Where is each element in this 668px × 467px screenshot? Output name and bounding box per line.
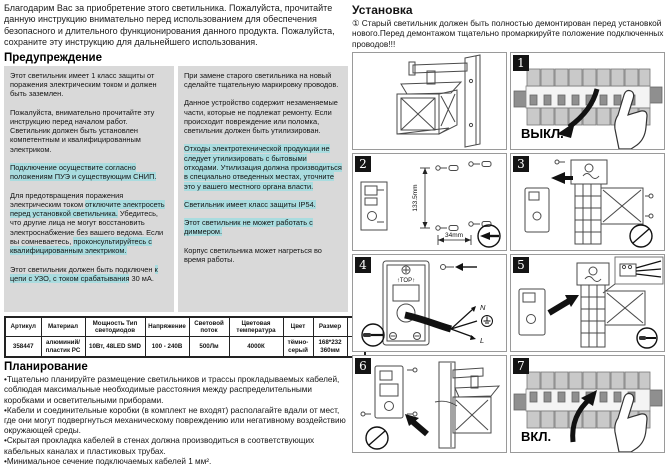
install-title: Установка: [352, 3, 413, 17]
planning-bullet: •Скрытая прокладка кабелей в стенах должна производиться в соответствующих кабельных каналах и пластиковых трубах.: [4, 436, 315, 456]
step-number-badge: 5: [513, 257, 529, 273]
plain-text: 30 мА.: [129, 273, 154, 283]
vertical-dimension-label: 133.5mm: [412, 184, 419, 212]
warning-title: Предупреждение: [4, 51, 102, 64]
highlighted-text: отключите электросеть перед установкой светильника.: [10, 199, 165, 219]
install-steps-grid: [352, 52, 665, 453]
highlighted-text: Подключение осуществите согласно положениям ПУЭ и существующим СНИП.: [10, 163, 157, 182]
cell-article: 358447: [5, 337, 41, 357]
col-header: Световой поток: [189, 317, 229, 337]
planning-bullet: •Минимальное сечение подключаемых кабелей 1 мм².: [4, 456, 212, 466]
drilling-dimensions-illustration: [353, 154, 506, 250]
warning-box-right: [178, 66, 348, 312]
col-header: Материал: [41, 317, 85, 337]
step-number-badge: 1: [513, 55, 529, 71]
highlighted-text: проконсультируйтесь с квалифицированным электриком.: [10, 237, 152, 256]
warning-paragraph: Этот светильник имеет 1 класс защиты от поражения электрическим током и должен быть заземлен.: [10, 70, 157, 99]
planning-list: [4, 375, 349, 467]
step-3-detach-plate: [510, 153, 665, 251]
col-header: Мощность Тип светодиодов: [85, 317, 145, 337]
wall-plate-wiring-illustration: [353, 255, 506, 351]
wire-connection-illustration: [511, 255, 664, 351]
step-number-badge: 3: [513, 156, 529, 172]
step-5-connect-wires: [510, 254, 665, 352]
mount-lantern-illustration: [353, 356, 506, 452]
plain-text: Этот светильник должен быть подключен: [10, 264, 155, 274]
old-wall-lantern-illustration: [353, 53, 506, 149]
highlighted-text: к цепи с УЗО, с током срабатывания: [10, 264, 158, 283]
cell-voltage: 100 - 240В: [145, 337, 189, 357]
warning-paragraph-highlighted: [184, 200, 342, 209]
wire-l-label: L: [480, 336, 485, 346]
specs-table: [4, 316, 366, 359]
warning-paragraph: Пожалуйста, внимательно прочитайте эту инструкцию перед началом работ. Светильник должен быть установлен компетентным и квалифицированным электриком.: [10, 107, 155, 154]
col-header: Артикул: [5, 317, 41, 337]
wire-n-label: N: [480, 303, 486, 313]
cell-size: 168*232 360мм: [313, 337, 347, 357]
warning-paragraph: При замене старого светильника на новый сделайте тщательную маркировку проводов.: [184, 70, 339, 89]
install-note: ① Старый светильник должен быть полностью демонтирован перед установкой нового.Перед демонтажом тщательно промаркируйте положение подключенных проводов!!!: [352, 18, 664, 49]
col-header: Цвет: [283, 317, 313, 337]
step-2-drilling-template: [352, 153, 507, 251]
highlighted-text: Отходы электротехнической продукции не следует утилизировать с бытовыми отходами. Утилизация должна производиться в специально отведенных местах, уточните это у вашего местного органа власти.: [184, 144, 342, 191]
col-header: Напряжение: [145, 317, 189, 337]
right-column: [352, 3, 665, 453]
top-orientation-label: ↑TOP↑: [396, 278, 416, 285]
warning-paragraph: [10, 191, 168, 256]
step-number-badge: 2: [355, 156, 371, 172]
step-number-badge: 4: [355, 257, 371, 273]
table-header-row: [5, 317, 365, 337]
warning-paragraph: Корпус светильника может нагреться во время работы.: [184, 245, 322, 265]
highlighted-text: Светильник имеет класс защиты IP54.: [184, 199, 316, 209]
warning-section: [4, 66, 349, 312]
planning-bullet: •Тщательно планируйте размещение светильников и трассы прокладываемых кабелей, соблюдая максимальные необходимые расстояния между распределительными коробками и осветительными приборами.: [4, 375, 340, 405]
warning-paragraph-highlighted: [184, 144, 342, 190]
highlighted-text: Этот светильник не может работать с диммером.: [184, 218, 313, 237]
warning-box-left: [4, 66, 174, 312]
cell-flux: 500Лм: [189, 337, 229, 357]
plain-text: Для предотвращения поражения электрическим током: [10, 190, 124, 209]
left-column: [4, 3, 349, 467]
step-old-lamp-diagram: [352, 52, 507, 150]
horizontal-dimension-label: 34mm: [444, 232, 464, 240]
cell-color: тёмно-серый: [283, 337, 313, 357]
power-off-label: ВЫКЛ.: [521, 126, 564, 142]
planning-title: Планирование: [4, 361, 88, 374]
cell-temperature: 4000К: [229, 337, 283, 357]
warning-paragraph-highlighted: [184, 218, 342, 237]
col-header: Размер: [313, 317, 347, 337]
step-4-fix-plate-wiring: [352, 254, 507, 352]
planning-bullet: •Кабели и соединительные коробки (в комплект не входят) располагайте вдали от мест, где они могут подвергнуться механическому повреждению или негативному воздействию окружающей среды.: [4, 405, 346, 436]
table-row: [5, 337, 365, 357]
detach-mounting-plate-illustration: [511, 154, 664, 250]
cell-material: алюминий/ пластик PC: [41, 337, 85, 357]
step-1-power-off: [510, 52, 665, 150]
intro-paragraph: Благодарим Вас за приобретение этого светильника. Пожалуйста, прочитайте данную инструкцию внимательно перед использованием для обеспечения безопасного и длительного функционирования данного продукта. Пожалуйста, сохраните эту инструкцию для дальнейшего использования.: [4, 3, 335, 48]
step-number-badge: 6: [355, 358, 371, 374]
warning-paragraph-highlighted: [10, 163, 168, 182]
power-on-label: ВКЛ.: [521, 429, 552, 445]
plain-text: Убедитесь, что другие лица не могут восстановить электроснабжение без вашего ведома. Если вы сомневаетесь,: [10, 209, 164, 247]
step-6-mount-lantern: [352, 355, 507, 453]
warning-paragraph: Данное устройство содержит незаменяемые части, которые не подлежат ремонту. Если происходит повреждение или поломка, светильник должен быть утилизирован.: [184, 98, 338, 136]
cell-power: 10Вт, 48LED SMD: [85, 337, 145, 357]
col-header: Цветовая температура: [229, 317, 283, 337]
warning-paragraph: [10, 265, 168, 284]
step-number-badge: 7: [513, 358, 529, 374]
step-7-power-on: [510, 355, 665, 453]
